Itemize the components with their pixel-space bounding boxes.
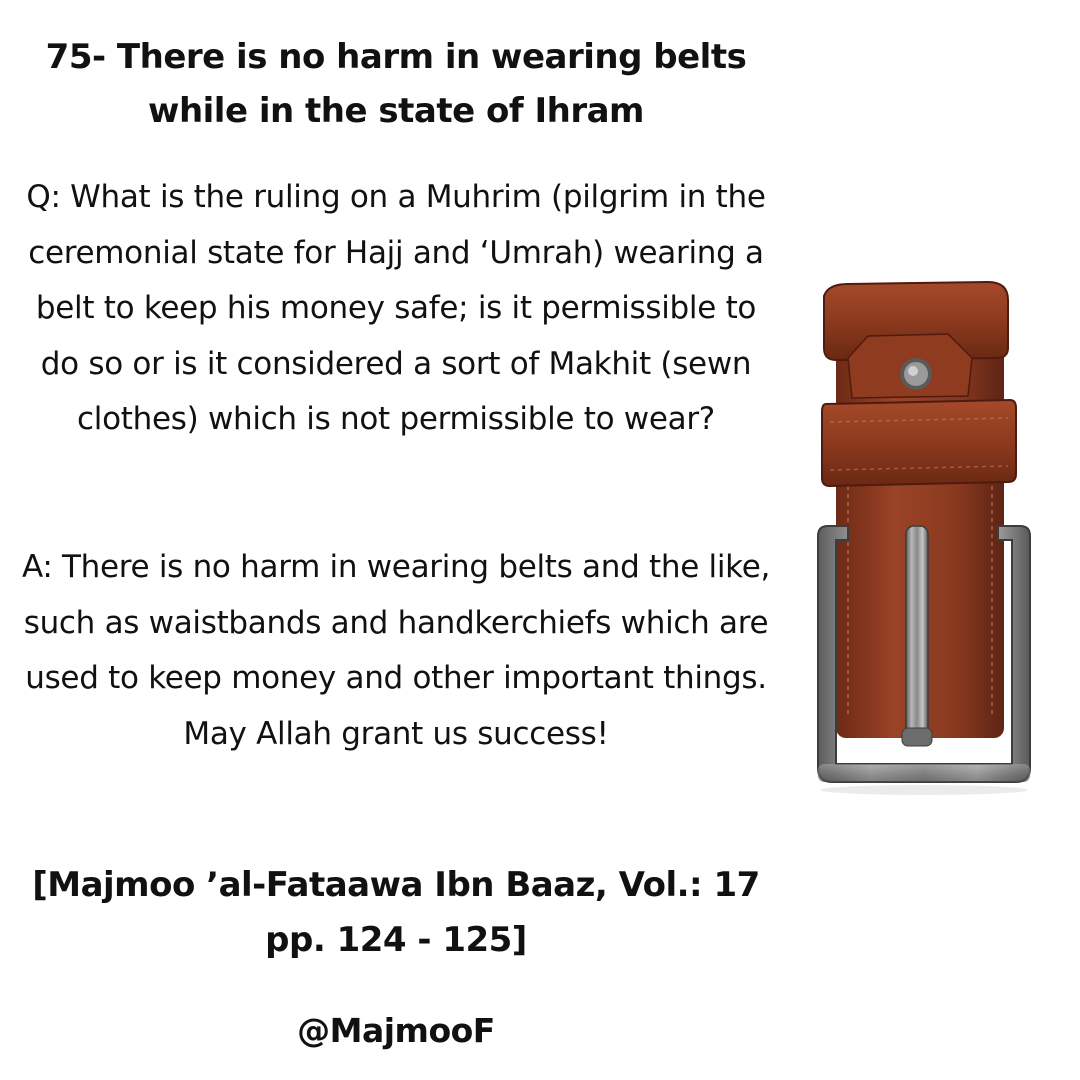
social-handle: @MajmooF — [297, 1011, 495, 1050]
post-title: 75- There is no harm in wearing belts while in the state of Ihram — [45, 37, 747, 131]
leather-belt-icon — [808, 278, 1040, 798]
question-text: Q: What is the ruling on a Muhrim (pilgrim in the ceremonial state for Hajj and ‘Umrah) wearing a belt to keep his money safe; is it permissible to do so or is it considered a sort of Makhit (sewn clothes) which is not permissible to wear? — [26, 179, 766, 437]
reference-citation: [Majmoo ’al-Fataawa Ibn Baaz, Vol.: 17 pp. 124 - 125] — [32, 865, 760, 960]
answer-text: A: There is no harm in wearing belts and the like, such as waistbands and handkerchiefs which are used to keep money and other important things. May Allah grant us success! — [21, 549, 771, 752]
